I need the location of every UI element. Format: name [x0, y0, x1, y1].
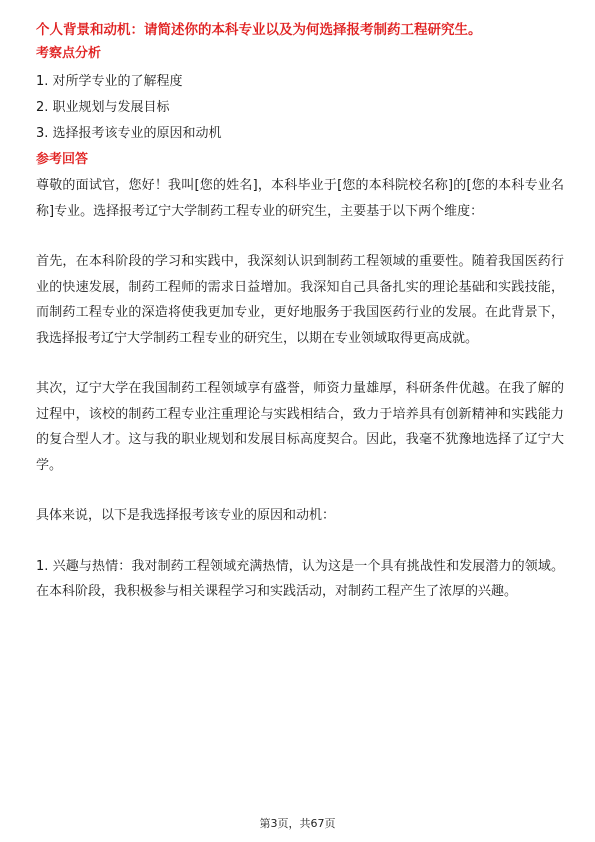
- answer-paragraph-intro: 尊敬的面试官，您好！我叫[您的姓名]，本科毕业于[您的本科院校名称]的[您的本科专业名称]专业。选择报考辽宁大学制药工程专业的研究生，主要基于以下两个维度：: [36, 178, 564, 219]
- answer-paragraph-specifics: 具体来说，以下是我选择报考该专业的原因和动机：: [36, 508, 336, 523]
- analysis-heading: 考察点分析: [36, 46, 102, 61]
- list-item: 1. 对所学专业的了解程度: [36, 74, 183, 89]
- analysis-list: [36, 69, 564, 147]
- question-title: 个人背景和动机：请简述你的本科专业以及为何选择报考制药工程研究生。: [36, 22, 482, 38]
- list-item: 2. 职业规划与发展目标: [36, 100, 170, 115]
- document-page: [36, 20, 564, 630]
- answer-paragraph-first: 首先，在本科阶段的学习和实践中，我深刻认识到制药工程领域的重要性。随着我国医药行业的快速发展，制药工程师的需求日益增加。我深知自己具备扎实的理论基础和实践技能，而制药工程专业的深造将使我更加专业，更好地服务于我国医药行业的发展。在此背景下，我选择报考辽宁大学制药工程专业的研究生，以期在专业领域取得更高成就。: [36, 254, 564, 346]
- answer-paragraph-second: 其次，辽宁大学在我国制药工程领域享有盛誉，师资力量雄厚，科研条件优越。在我了解的过程中，该校的制药工程专业注重理论与实践相结合，致力于培养具有创新精神和实践能力的复合型人才。这与我的职业规划和发展目标高度契合。因此，我毫不犹豫地选择了辽宁大学。: [36, 381, 564, 473]
- answer-heading: 参考回答: [36, 152, 89, 167]
- answer-paragraph-interest: 1. 兴趣与热情：我对制药工程领域充满热情，认为这是一个具有挑战性和发展潜力的领域。在本科阶段，我积极参与相关课程学习和实践活动，对制药工程产生了浓厚的兴趣。: [36, 558, 564, 599]
- list-item: 3. 选择报考该专业的原因和动机: [36, 126, 222, 141]
- page-number: 第3页，共67页: [259, 817, 336, 830]
